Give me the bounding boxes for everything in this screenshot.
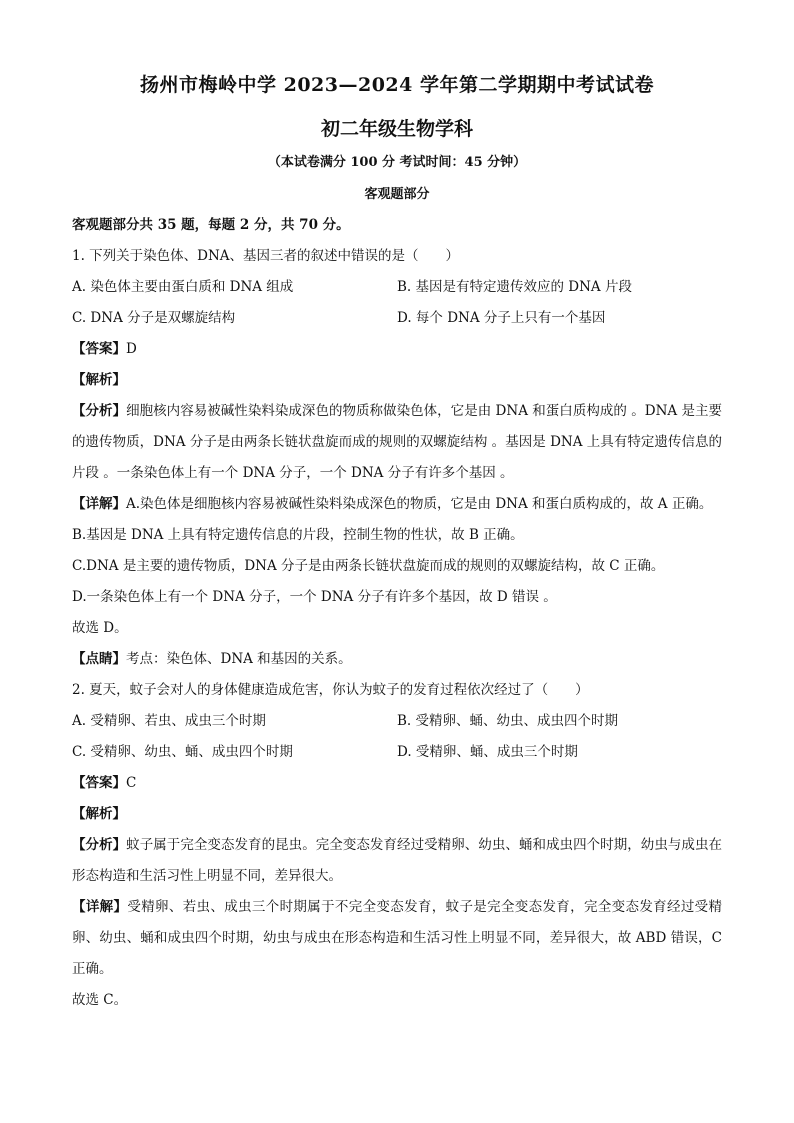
fenxi-tag: 【分析】 [72,403,127,419]
option-c: C. DNA 分子是双螺旋结构 [72,310,236,326]
question-stem: 2. 夏天，蚊子会对人的身体健康造成危害，你认为蚊子的发育过程依次经过了（ ） [72,682,589,698]
section-heading: 客观题部分 [364,187,430,202]
fenxi-paragraph [72,830,722,892]
options-row [72,737,722,768]
answer-tag: 【答案】 [72,775,126,791]
answer-value: C [126,775,137,791]
fenxi-text: 蚊子属于完全变态发育的昆虫。完全变态发育经过受精卵、幼虫、蛹和成虫四个时期，幼虫与成虫在形态构造和生活习性上明显不同，差异很大。 [72,837,723,884]
fenxi-text: 细胞核内容易被碱性染料染成深色的物质称做染色体，它是由 DNA 和蛋白质构成的 。DNA 是主要的遗传物质，DNA 分子是由两条长链状盘旋而成的规则的双螺旋结构 。基因是 DNA 上具有特定遗传信息的片段 。一条染色体上有一个 DNA 分子，一个 DNA 分子有许多个基因 。 [72,403,723,481]
option-b: B. 受精卵、蛹、幼虫、成虫四个时期 [397,713,619,729]
xiangjie-tag: 【详解】 [72,496,126,512]
dianjing-tag: 【点睛】 [72,651,126,667]
xiangjie-paragraph [72,892,722,985]
options-row [72,706,722,737]
final-answer-line: 故选 D。 [72,620,128,636]
options-row [72,303,722,334]
option-d: D. 每个 DNA 分子上只有一个基因 [397,310,606,326]
subject-title: 初二年级生物学科 [320,118,473,140]
fenxi-tag: 【分析】 [72,837,127,853]
analysis-tag: 【解析】 [72,806,126,822]
option-d: D. 受精卵、蛹、成虫三个时期 [397,744,578,760]
exam-content [72,210,722,1016]
dianjing-line [72,644,722,675]
question-2 [72,675,722,1016]
option-a: A. 染色体主要由蛋白质和 DNA 组成 [72,279,294,295]
dianjing-text: 考点：染色体、DNA 和基因的关系。 [126,651,352,667]
answer-value: D [126,341,137,357]
answer-line [72,768,722,799]
answer-line [72,334,722,365]
exam-info: （本试卷满分 100 分 考试时间：45 分钟） [267,155,527,170]
explanation-line: B.基因是 DNA 上具有特定遗传信息的片段，控制生物的性状，故 B 正确。 [72,527,524,543]
answer-tag: 【答案】 [72,341,126,357]
final-answer-line: 故选 C。 [72,992,128,1008]
explanation-line: D.一条染色体上有一个 DNA 分子，一个 DNA 分子有许多个基因，故 D 错误 。 [72,589,557,605]
xiangjie-text: 受精卵、若虫、成虫三个时期属于不完全变态发育，蚊子是完全变态发育，完全变态发育经过受精卵、幼虫、蛹和成虫四个时期，幼虫与成虫在形态构造和生活习性上明显不同，差异很大，故 ABD 错误，C 正确。 [72,899,723,977]
fenxi-paragraph [72,396,722,489]
option-c: C. 受精卵、幼虫、蛹、成虫四个时期 [72,744,293,760]
exam-title: 扬州市梅岭中学 2023—2024 学年第二学期期中考试试卷 [140,74,654,96]
question-1 [72,241,722,675]
xiangjie-paragraph [72,489,722,520]
options-row [72,272,722,303]
analysis-tag: 【解析】 [72,372,126,388]
section-intro: 客观题部分共 35 题，每题 2 分，共 70 分。 [72,217,350,233]
option-b: B. 基因是有特定遗传效应的 DNA 片段 [397,279,632,295]
explanation-line: C.DNA 是主要的遗传物质，DNA 分子是由两条长链状盘旋而成的规则的双螺旋结构，故 C 正确。 [72,558,665,574]
option-a: A. 受精卵、若虫、成虫三个时期 [72,713,266,729]
xiangjie-tag: 【详解】 [72,899,128,915]
xiangjie-text: A.染色体是细胞核内容易被碱性染料染成深色的物质，它是由 DNA 和蛋白质构成的，故 A 正确。 [126,496,713,512]
question-stem: 1. 下列关于染色体、DNA、基因三者的叙述中错误的是（ ） [72,248,460,264]
